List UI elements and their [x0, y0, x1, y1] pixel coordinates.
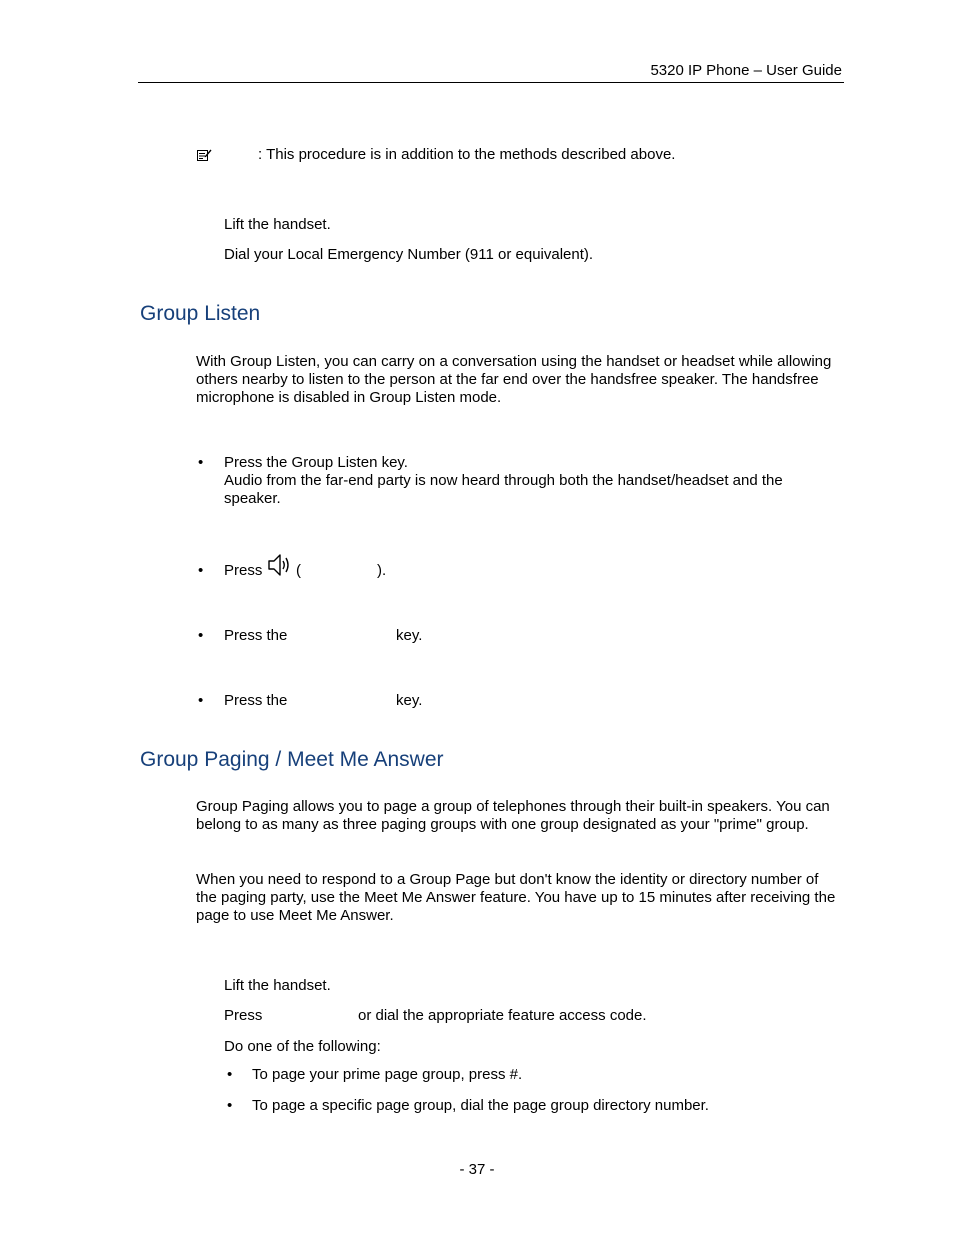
group-listen-step-2-open: ( — [296, 562, 301, 579]
group-listen-step-3-prefix: Press the — [224, 627, 288, 644]
group-paging-step-2-prefix: Press — [224, 1007, 263, 1024]
header-divider — [138, 82, 844, 83]
bullet: • — [198, 627, 204, 644]
bullet: • — [198, 562, 204, 579]
group-paging-intro-2: When you need to respond to a Group Page but don't know the identity or directory number of the paging party, use the Meet Me Answer feature. You have up to 15 minutes after receiving the page to use Meet Me Answer. — [196, 871, 836, 924]
group-listen-step-4-prefix: Press the — [224, 692, 288, 709]
group-listen-intro: With Group Listen, you can carry on a conversation using the handset or headset while allowing others nearby to listen to the person at the far end over the handsfree speaker. The handsfree microphone is disabled in Group Listen mode. — [196, 353, 832, 406]
page-number: - 37 - — [459, 1161, 495, 1178]
group-listen-step-1: Press the Group Listen key. — [224, 454, 408, 471]
group-paging-option-2: To page a specific page group, dial the page group directory number. — [252, 1097, 709, 1114]
bullet: • — [227, 1066, 233, 1083]
header-title: 5320 IP Phone – User Guide — [650, 62, 842, 79]
group-paging-step-1: Lift the handset. — [224, 977, 331, 994]
bullet: • — [198, 454, 204, 471]
bullet: • — [227, 1097, 233, 1114]
bullet: • — [198, 692, 204, 709]
emergency-step-1: Lift the handset. — [224, 216, 331, 233]
group-listen-heading: Group Listen — [140, 302, 261, 325]
group-paging-step-3: Do one of the following: — [224, 1038, 381, 1055]
group-listen-step-1-detail: Audio from the far-end party is now heard through both the handset/headset and the speaker. — [224, 472, 783, 507]
speaker-icon — [267, 552, 291, 578]
group-listen-step-2-close: ). — [377, 562, 387, 579]
group-paging-option-1: To page your prime page group, press #. — [252, 1066, 523, 1083]
group-paging-heading: Group Paging / Meet Me Answer — [140, 748, 444, 771]
note-text: : This procedure is in addition to the methods described above. — [258, 146, 676, 163]
note-icon — [196, 147, 212, 163]
group-listen-step-4-suffix: key. — [396, 692, 423, 709]
group-paging-intro-1: Group Paging allows you to page a group of telephones through their built-in speakers. You can belong to as many as three paging groups with one group designated as your "prime" group. — [196, 798, 830, 833]
group-listen-step-2-prefix: Press — [224, 562, 263, 579]
group-listen-step-3-suffix: key. — [396, 627, 423, 644]
emergency-step-2: Dial your Local Emergency Number (911 or equivalent). — [224, 246, 594, 263]
group-paging-step-2-suffix: or dial the appropriate feature access code. — [358, 1007, 647, 1024]
